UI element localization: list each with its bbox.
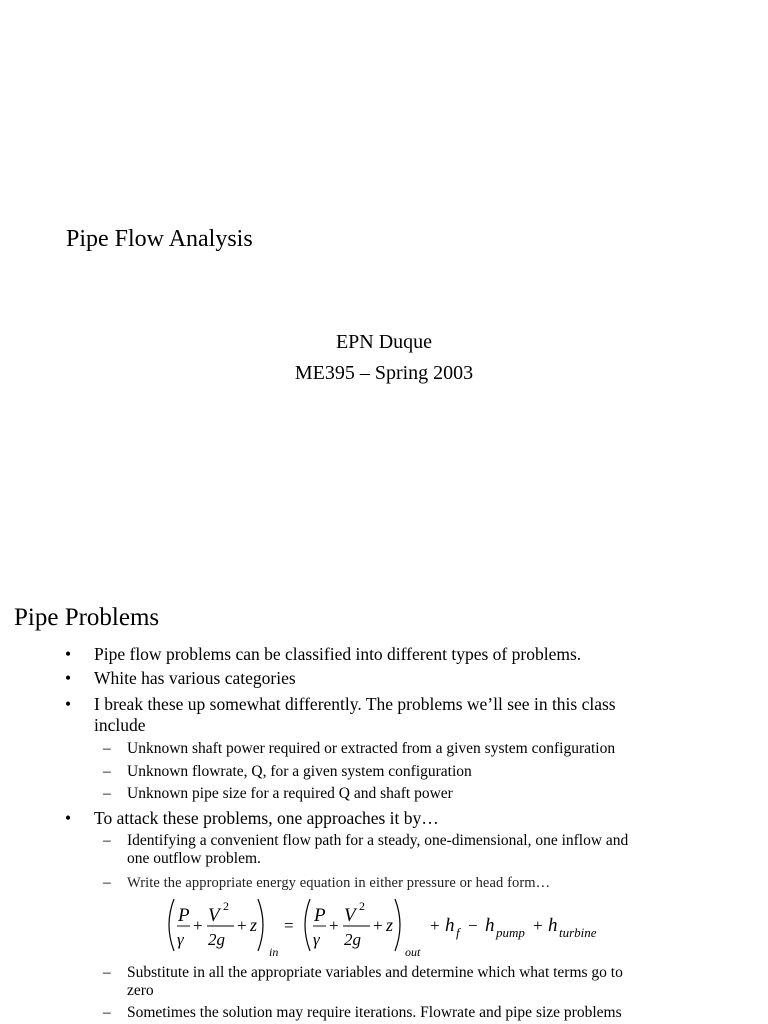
dash-marker: – <box>103 785 111 802</box>
sub-item-text-line1: Identifying a convenient flow path for a steady, one-dimensional, one inflow and <box>127 832 629 849</box>
eq-minus: − <box>468 916 478 935</box>
eq-V: V <box>344 905 356 926</box>
bullet-item <box>65 644 582 665</box>
eq-plus: + <box>329 916 339 935</box>
eq-gamma: γ <box>313 930 320 949</box>
eq-z: z <box>386 915 394 935</box>
right-paren <box>258 899 263 951</box>
eq-plus: + <box>430 916 440 935</box>
bullet-marker: • <box>65 644 72 664</box>
eq-sub-turbine: turbine <box>559 925 597 940</box>
section-title: Pipe Problems <box>14 604 160 631</box>
sub-item <box>103 740 616 758</box>
sub-item <box>103 874 551 892</box>
sub-item-text: Unknown flowrate, Q, for a given system configuration <box>127 763 472 780</box>
sub-item <box>103 832 629 868</box>
bullet-marker: • <box>65 668 72 688</box>
sub-item-text: Unknown shaft power required or extracted from a given system configuration <box>127 740 616 757</box>
eq-gamma: γ <box>177 930 184 949</box>
dash-marker: – <box>103 964 111 981</box>
sub-item <box>103 785 453 803</box>
eq-V: V <box>208 905 220 926</box>
eq-h: h <box>445 915 455 936</box>
bullet-text-line2: include <box>94 715 146 735</box>
bullet-text-line1: I break these up somewhat differently. The problems we’ll see in this class <box>94 694 616 714</box>
bullet-marker: • <box>65 694 72 714</box>
eq-h: h <box>485 915 495 936</box>
energy-equation <box>162 896 622 960</box>
dash-marker: – <box>103 832 111 849</box>
eq-sub-f: f <box>456 925 460 940</box>
eq-2g: 2g <box>344 930 361 949</box>
left-paren <box>169 899 174 951</box>
left-paren <box>305 899 310 951</box>
dash-marker: – <box>103 1004 111 1021</box>
right-paren <box>395 899 400 951</box>
bullet-text: Pipe flow problems can be classified into different types of problems. <box>94 644 582 664</box>
sub-item <box>103 964 623 1000</box>
eq-z: z <box>250 915 258 935</box>
bullet-text: To attack these problems, one approaches it by… <box>94 808 439 828</box>
bullet-item <box>65 808 439 829</box>
eq-plus: + <box>533 916 543 935</box>
sub-item-text: Sometimes the solution may require iterations. Flowrate and pipe size problems <box>127 1004 622 1021</box>
eq-sub-out: out <box>405 945 421 959</box>
eq-P: P <box>178 905 190 926</box>
sub-item-text: Write the appropriate energy equation in either pressure or head form… <box>127 875 551 891</box>
sub-item-text: Unknown pipe size for a required Q and shaft power <box>127 785 453 802</box>
eq-equals: = <box>284 916 294 935</box>
eq-sub-pump: pump <box>496 925 525 940</box>
eq-h: h <box>548 915 558 936</box>
sub-item-text-line2: one outflow problem. <box>127 850 261 867</box>
sub-item <box>103 1004 622 1022</box>
eq-sub-in: in <box>269 945 279 959</box>
eq-square: 2 <box>223 899 229 913</box>
sub-item-text-line1: Substitute in all the appropriate variables and determine which what terms go to <box>127 964 623 981</box>
slide-title: Pipe Flow Analysis <box>66 226 253 252</box>
dash-marker: – <box>103 740 111 757</box>
eq-plus: + <box>237 916 247 935</box>
dash-marker: – <box>103 874 111 891</box>
author-name: EPN Duque <box>335 331 433 353</box>
eq-plus: + <box>193 916 203 935</box>
eq-P: P <box>314 905 326 926</box>
bullet-item <box>65 694 616 736</box>
bullet-marker: • <box>65 808 72 828</box>
sub-item <box>103 763 472 781</box>
dash-marker: – <box>103 763 111 780</box>
course-info: ME395 – Spring 2003 <box>294 362 474 384</box>
eq-plus: + <box>373 916 383 935</box>
sub-item-text-line2: zero <box>127 982 154 999</box>
bullet-text: White has various categories <box>94 668 296 688</box>
bullet-item <box>65 668 296 689</box>
eq-2g: 2g <box>208 930 225 949</box>
eq-square: 2 <box>359 899 365 913</box>
